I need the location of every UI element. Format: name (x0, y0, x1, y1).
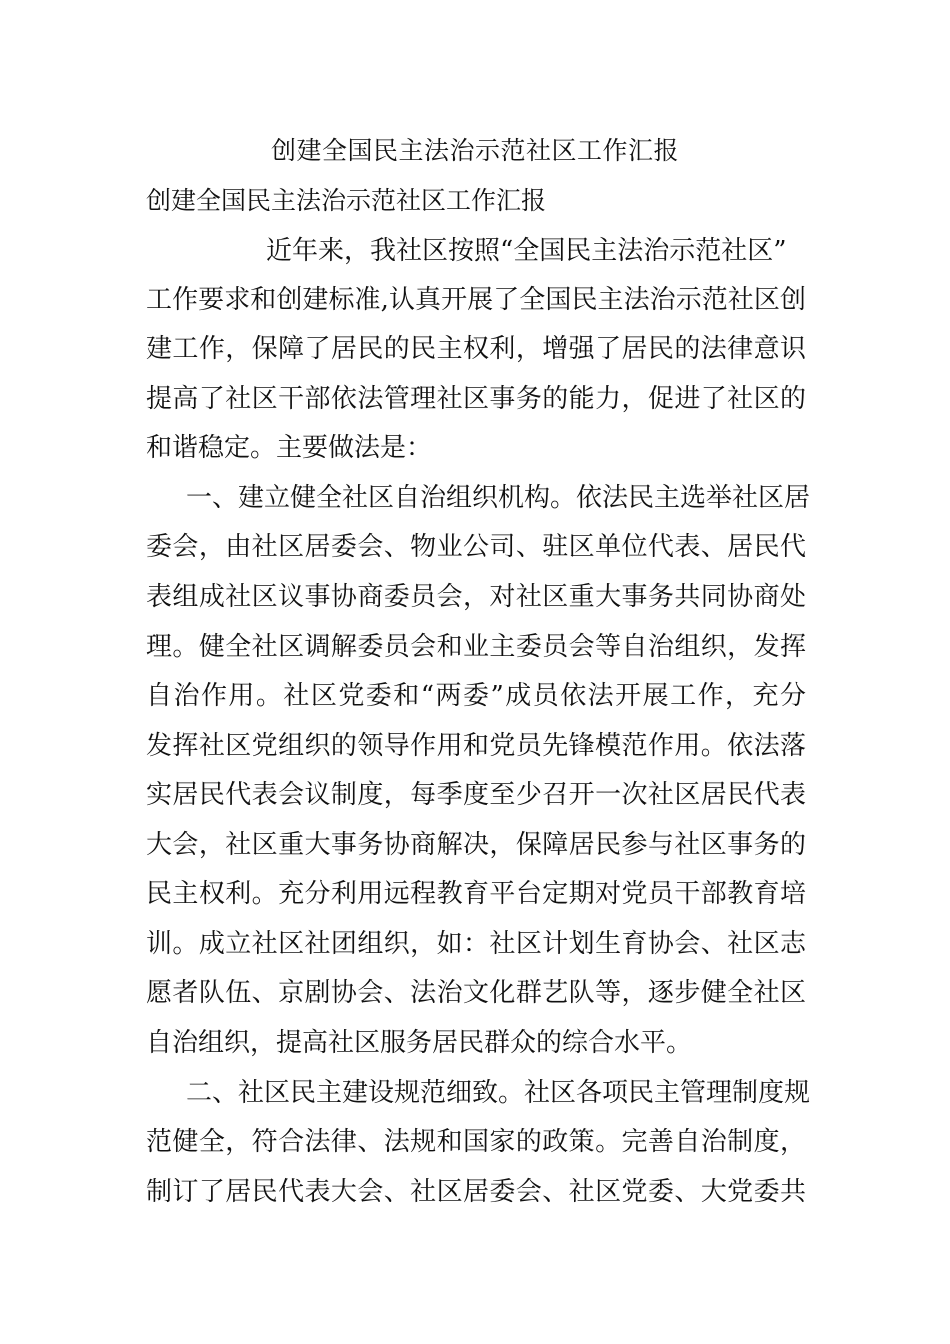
paragraph-line: 表组成社区议事协商委员会，对社区重大事务共同协商处 (146, 582, 806, 612)
paragraph-line: 制订了居民代表大会、社区居委会、社区党委、大党委共 (146, 1177, 806, 1207)
document-subtitle: 创建全国民主法治示范社区工作汇报 (146, 186, 547, 215)
paragraph-line: 委会，由社区居委会、物业公司、驻区单位代表、居民代 (146, 532, 806, 562)
paragraph-line: 和谐稳定。主要做法是： (146, 433, 433, 463)
paragraph-line: 自治作用。社区党委和“两委”成员依法开展工作，充分 (146, 681, 806, 711)
paragraph-line: 提高了社区干部依法管理社区事务的能力，促进了社区的 (146, 384, 806, 414)
paragraph-line: 理。健全社区调解委员会和业主委员会等自治组织，发挥 (146, 632, 806, 662)
paragraph-line: 民主权利。充分利用远程教育平台定期对党员干部教育培 (146, 879, 806, 909)
paragraph-line: 自治组织，提高社区服务居民群众的综合水平。 (146, 1028, 693, 1058)
document-title: 创建全国民主法治示范社区工作汇报 (270, 136, 679, 165)
paragraph-line: 工作要求和创建标准,认真开展了全国民主法治示范社区创 (146, 285, 806, 315)
paragraph-line: 愿者队伍、京剧协会、法治文化群艺队等，逐步健全社区 (146, 978, 806, 1008)
paragraph-line: 一、建立健全社区自治组织机构。依法民主选举社区居 (186, 483, 811, 513)
paragraph-line: 建工作，保障了居民的民主权利，增强了居民的法律意识 (146, 334, 806, 364)
paragraph-line: 发挥社区党组织的领导作用和党员先锋模范作用。依法落 (146, 731, 806, 761)
paragraph-line: 训。成立社区社团组织，如：社区计划生育协会、社区志 (146, 929, 806, 959)
paragraph-line: 二、社区民主建设规范细致。社区各项民主管理制度规 (186, 1078, 811, 1108)
paragraph-line: 实居民代表会议制度，每季度至少召开一次社区居民代表 (146, 780, 806, 810)
paragraph-line: 近年来，我社区按照“全国民主法治示范社区” (266, 236, 787, 266)
paragraph-line: 范健全，符合法律、法规和国家的政策。完善自治制度， (146, 1127, 806, 1157)
paragraph-line: 大会，社区重大事务协商解决，保障居民参与社区事务的 (146, 830, 806, 860)
